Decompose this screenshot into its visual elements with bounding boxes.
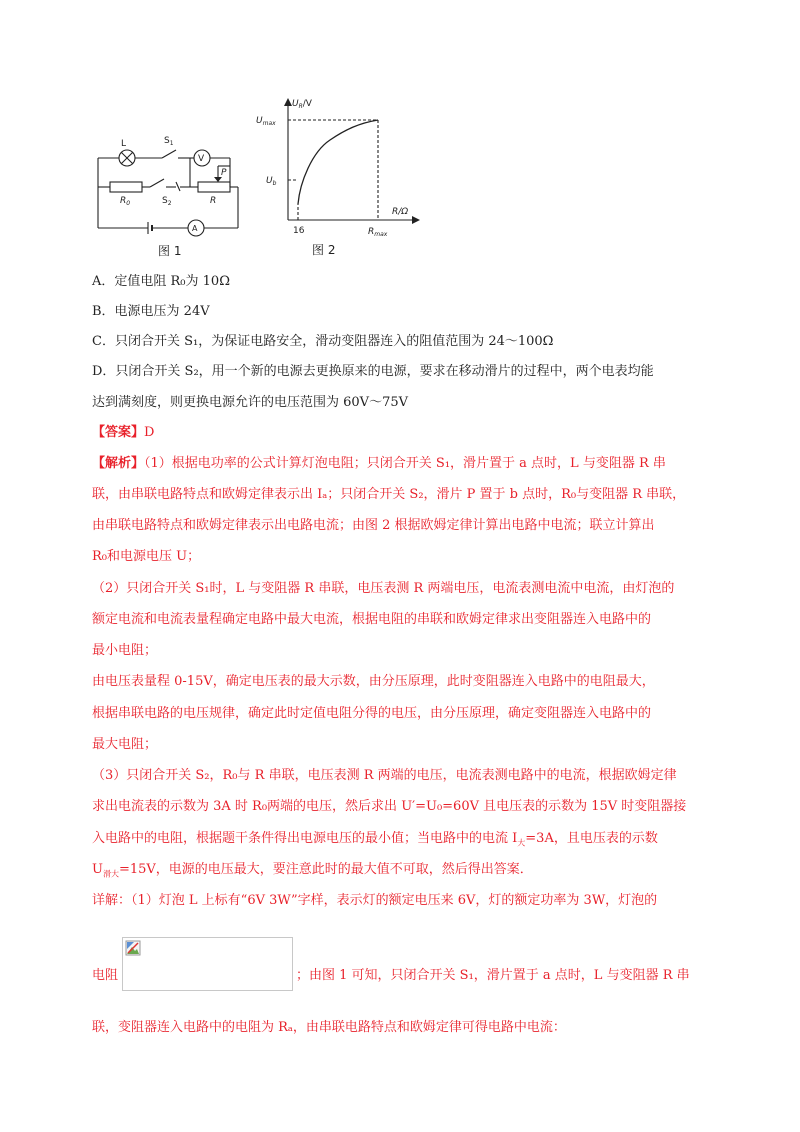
label-S2: $S_2$ <box>162 196 172 207</box>
analysis-sub-14: 滑大 <box>102 869 119 879</box>
label-P: P <box>221 168 227 178</box>
label-R0: $R_0$ <box>120 196 131 207</box>
broken-image-icon <box>125 940 141 956</box>
detail-line-2b: ；由图 1 可知，只闭合开关 S₁，滑片置于 a 点时，L 与变阻器 R 串 <box>296 968 690 983</box>
label-A: A <box>192 224 198 233</box>
analysis-line-2: 联，由串联电路特点和欧姆定律表示出 Iₐ；只闭合开关 S₂，滑片 P 置于 b 点时，R₀与变阻器 R 串联， <box>92 487 686 502</box>
answer-value: D <box>144 425 155 440</box>
figure-2-graph <box>250 92 430 267</box>
analysis-text-14b: =15V，电源的电压最大，要注意此时的最大值不可取，然后得出答案． <box>118 862 533 877</box>
analysis-sub-13: 大 <box>517 838 526 848</box>
analysis-text-13b: =3A，且电压表的示数 <box>525 831 658 846</box>
r-max-label: $R_{max}$ <box>368 227 388 238</box>
figure-1-caption: 图 1 <box>158 244 182 258</box>
analysis-line-3: 由串联电路特点和欧姆定律表示出电路电流；由图 2 根据欧姆定律计算出电路中电流；联立计算出 <box>92 518 655 533</box>
label-S1: $S_1$ <box>164 136 174 147</box>
answer-label: 【答案】 <box>92 425 145 440</box>
y-axis-label: $U_R/V$ <box>292 99 312 110</box>
analysis-line-11: （3）只闭合开关 S₂，R₀与 R 串联，电压表测 R 两端的电压，电流表测电路中的电流，根据欧姆定律 <box>92 768 677 783</box>
formula-image-placeholder <box>122 937 293 991</box>
option-d-line1: D．只闭合开关 S₂，用一个新的电源去更换原来的电源，要求在移动滑片的过程中，两个电表均能 <box>92 364 654 379</box>
analysis-line-9: 根据串联电路的电压规律，确定此时定值电阻分得的电压，由分压原理，确定变阻器连入电路中的 <box>92 706 652 721</box>
analysis-line-6: 额定电流和电流表量程确定电路中最大电流，根据电阻的串联和欧姆定律求出变阻器连入电路中的 <box>92 612 652 627</box>
analysis-text-14a: U <box>92 862 103 877</box>
analysis-text-13a: 入电路中的电阻，根据题干条件得出电源电压的最小值；当电路中的电流 I <box>92 831 518 846</box>
analysis-label: 【解析】 <box>92 456 145 471</box>
analysis-line-8: 由电压表量程 0-15V，确定电压表的最大示数，由分压原理，此时变阻器连入电路中的电阻最大， <box>92 674 655 689</box>
analysis-line-14 <box>92 861 533 884</box>
label-L: L <box>121 139 127 149</box>
u-b-label: $U_b$ <box>266 176 277 187</box>
analysis-line-12: 求出电流表的示数为 3A 时 R₀两端的电压，然后求出 U′=U₀=60V 且电压表的示数为 15V 时变阻器接 <box>92 799 687 814</box>
answer <box>92 424 154 442</box>
analysis-line-10: 最大电阻； <box>92 737 158 752</box>
option-b: B．电源电压为 24V <box>92 304 210 319</box>
x-tick-16: 16 <box>293 226 305 236</box>
detail-line-3: 联，变阻器连入电路中的电阻为 Rₐ，由串联电路特点和欧姆定律可得电路中电流： <box>92 1020 566 1035</box>
detail-line-2a: 电阻 <box>92 968 119 983</box>
u-max-label: $U_{max}$ <box>256 116 276 127</box>
figure-2-caption: 图 2 <box>312 243 336 257</box>
figure-1-circuit <box>90 130 250 265</box>
analysis-line-13 <box>92 830 658 853</box>
analysis-line-7: 最小电阻； <box>92 643 158 658</box>
label-R: R <box>210 196 217 206</box>
x-axis-label: R/Ω <box>392 207 409 217</box>
option-a: A．定值电阻 R₀为 10Ω <box>92 274 230 289</box>
analysis-text-1: （1）根据电功率的公式计算灯泡电阻；只闭合开关 S₁，滑片置于 a 点时，L 与变阻器 R 串 <box>144 456 666 471</box>
analysis-line-4: R₀和电源电压 U； <box>92 549 201 564</box>
label-V: V <box>198 154 205 164</box>
analysis-line-1 <box>92 455 666 473</box>
option-d-line2: 达到满刻度，则更换电源允许的电压范围为 60V～75V <box>92 395 408 410</box>
option-c: C．只闭合开关 S₁，为保证电路安全，滑动变阻器连入的阻值范围为 24～100Ω <box>92 334 554 349</box>
analysis-line-5: （2）只闭合开关 S₁时，L 与变阻器 R 串联，电压表测 R 两端电压，电流表测电流中电流，由灯泡的 <box>92 581 675 596</box>
detail-line-1: 详解：（1）灯泡 L 上标有“6V 3W”字样，表示灯的额定电压来 6V，灯的额定功率为 3W，灯泡的 <box>92 893 658 908</box>
